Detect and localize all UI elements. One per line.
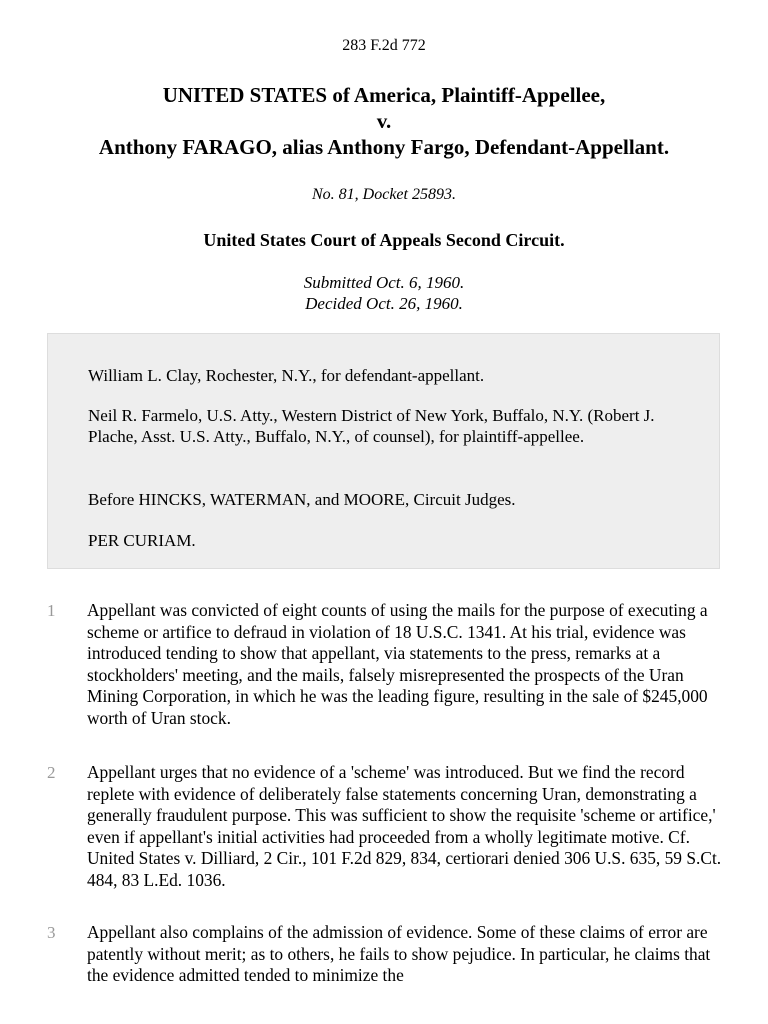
per-curiam: PER CURIAM. — [88, 531, 196, 550]
judges-panel: Before HINCKS, WATERMAN, and MOORE, Circuit Judges. — [88, 490, 516, 509]
paragraph-number: 1 — [47, 601, 56, 620]
decided-date: Decided Oct. 26, 1960. — [305, 294, 463, 313]
counsel-plaintiff: Neil R. Farmelo, U.S. Atty., Western District of New York, Buffalo, N.Y. (Robert J. Plache, Asst. U.S. Atty., Buffalo, N.Y., of counsel), for plaintiff-appellee. — [88, 406, 655, 446]
paragraph-text: Appellant also complains of the admission of evidence. Some of these claims of error are patently without merit; as to others, he fails to show pejudice. In particular, he claims that the evidence admitted tended to minimize the — [87, 922, 711, 985]
counsel-box — [47, 333, 720, 569]
case-title — [0, 82, 768, 160]
paragraph-number: 3 — [47, 923, 56, 942]
paragraph-text: Appellant was convicted of eight counts of using the mails for the purpose of executing a scheme or artifice to defraud in violation of 18 U.S.C. 1341. At his trial, evidence was introduced tending to show that appellant, via statements to the press, remarks at a stockholders' meeting, and the mails, falsely misrepresented the prospects of the Uran Mining Corporation, in which he was the leading figure, resulting in the sale of $245,000 worth of Uran stock. — [87, 600, 708, 728]
submitted-date: Submitted Oct. 6, 1960. — [303, 273, 465, 292]
case-dates — [0, 272, 768, 314]
case-title-defendant: Anthony FARAGO, alias Anthony Fargo, Defendant-Appellant. — [98, 135, 670, 159]
case-title-plaintiff: UNITED STATES of America, Plaintiff-Appellee, — [162, 83, 606, 107]
paragraph-number: 2 — [47, 763, 56, 782]
case-title-versus: v. — [376, 109, 392, 133]
court-name: United States Court of Appeals Second Circuit. — [203, 230, 565, 250]
counsel-defendant: William L. Clay, Rochester, N.Y., for defendant-appellant. — [88, 366, 485, 385]
case-citation: 283 F.2d 772 — [342, 37, 426, 54]
docket-number: No. 81, Docket 25893. — [312, 186, 456, 203]
paragraph-text: Appellant urges that no evidence of a 'scheme' was introduced. But we find the record replete with evidence of deliberately false statements concerning Uran, demonstrating a generally fraudulent purpose. This was sufficient to show the requisite 'scheme or artifice,' even if appellant's initial activities had proceeded from a wholly legitimate motive. Cf. United States v. Dilliard, 2 Cir., 101 F.2d 829, 834, certiorari denied 306 U.S. 635, 59 S.Ct. 484, 83 L.Ed. 1036. — [87, 762, 722, 890]
